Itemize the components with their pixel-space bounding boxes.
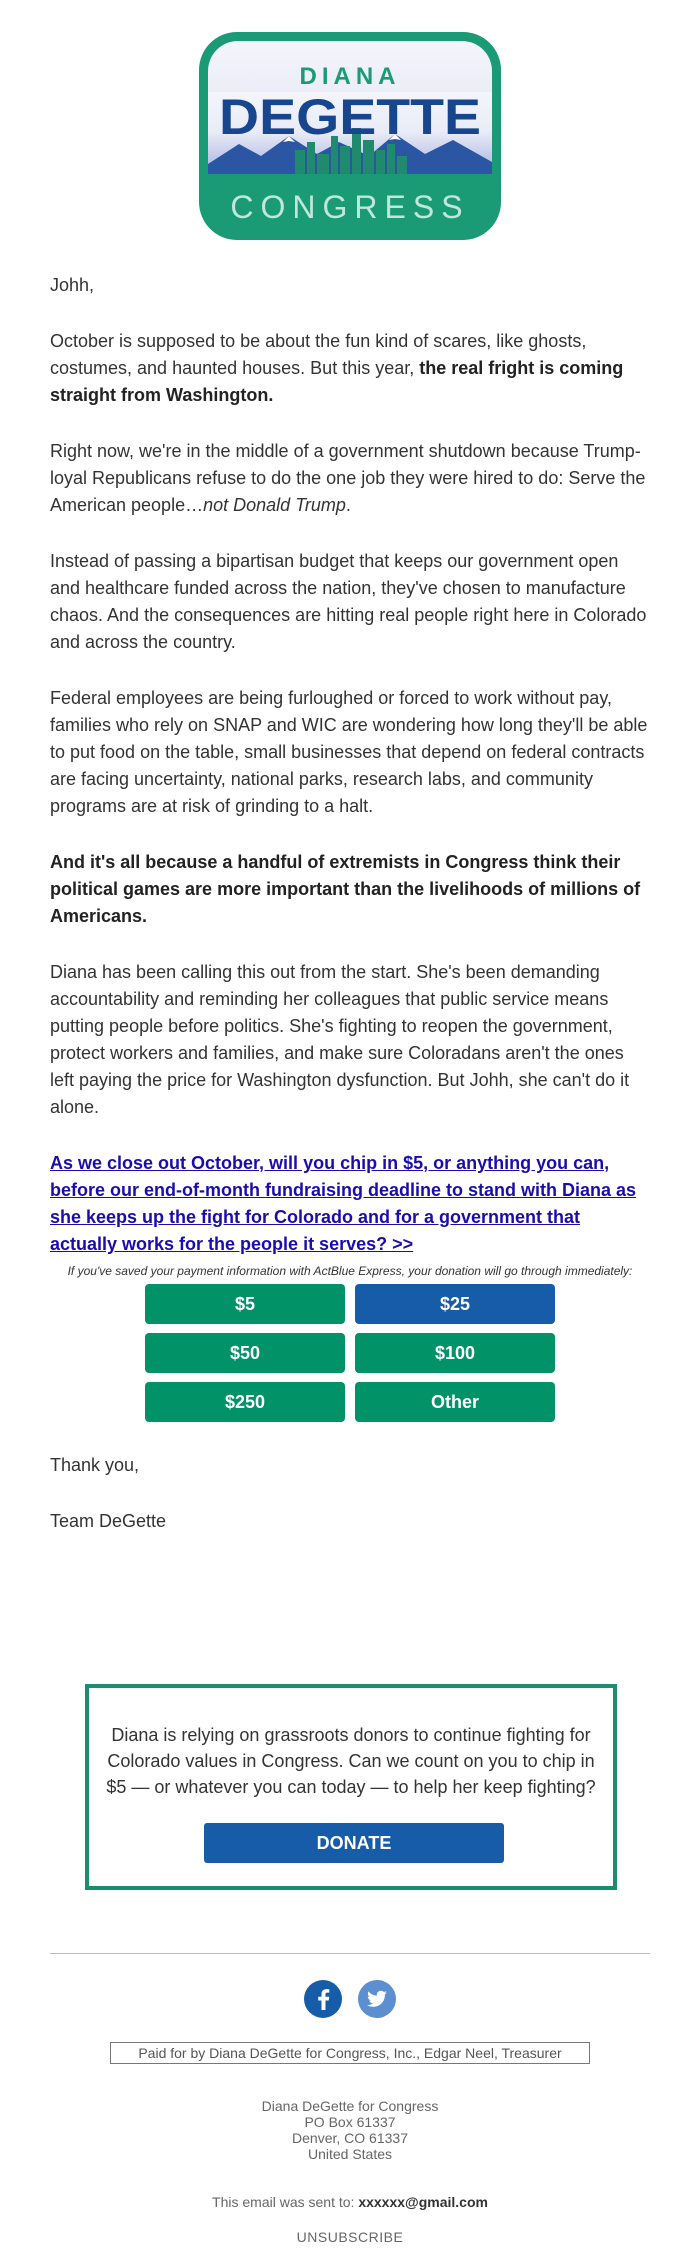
address-line: United States [307, 2146, 393, 2162]
address-line: Denver, CO 61337 [292, 2130, 408, 2146]
sent-to-label: This email was sent to: [212, 2194, 359, 2210]
donate-250-button[interactable]: $250 [145, 1382, 345, 1422]
sent-to-line [0, 2194, 700, 2210]
paid-for-disclaimer: Paid for by Diana DeGette for Congress, Inc., Edgar Neel, Treasurer [110, 2042, 590, 2064]
paragraph-1-text: October is supposed to be about the fun kind of scares, like ghosts, costumes, and haunted houses. But this year, [50, 331, 587, 378]
paragraph-4: Federal employees are being furloughed or forced to work without pay, families who rely on SNAP and WIC are wondering how long they'll be able to put food on the table, small businesses that depend on federal contracts are facing uncertainty, national parks, research labs, and community programs are at risk of grinding to a halt. [50, 688, 648, 816]
twitter-icon[interactable] [358, 1980, 396, 2018]
paragraph-1 [50, 328, 650, 409]
mailing-address [0, 2098, 700, 2162]
greeting: Johh, [50, 275, 95, 295]
address-line: Diana DeGette for Congress [261, 2098, 439, 2114]
paragraph-1-emphasis: the real fright is coming straight from Washington. [50, 358, 624, 405]
donate-100-button[interactable]: $100 [355, 1333, 555, 1373]
paragraph-6: Diana has been calling this out from the start. She's been demanding accountability and reminding her colleagues that public service means putting people before politics. She's fighting to reopen the government, protect workers and families, and make sure Coloradans aren't the ones left paying the price for Washington dysfunction. But Johh, she can't do it alone. [50, 962, 630, 1117]
unsubscribe-link[interactable]: UNSUBSCRIBE [296, 2229, 404, 2245]
footer-divider [50, 1953, 650, 1954]
logo-office: CONGRESS [230, 189, 470, 225]
logo [199, 32, 501, 240]
donate-callout-box [85, 1684, 617, 1890]
facebook-icon[interactable] [304, 1980, 342, 2018]
paragraph-2-italic: not Donald Trump [203, 495, 346, 515]
paragraph-2-end: . [345, 495, 351, 515]
callout-text: Diana is relying on grassroots donors to continue fighting for Colorado values in Congress. Can we count on you to chip in $5 — or whatever you can today — to help her keep fighting? [106, 1725, 596, 1797]
donate-cta-link[interactable]: As we close out October, will you chip in $5, or anything you can, before our end-of-month fundraising deadline to stand with Diana as she keeps up the fight for Colorado and for a government that actually works for the people it serves? >> [50, 1153, 637, 1254]
donate-5-button[interactable]: $5 [145, 1284, 345, 1324]
paragraph-5: And it's all because a handful of extremists in Congress think their political games are more important than the livelihoods of millions of Americans. [50, 852, 641, 926]
signoff-team: Team DeGette [50, 1511, 167, 1531]
logo-first-name: DIANA [299, 63, 401, 90]
paragraph-2-text: Right now, we're in the middle of a government shutdown because Trump-loyal Republicans refuse to do the one job they were hired to do: Serve the American people… [50, 441, 646, 515]
logo-last-name: DEGETTE [219, 89, 481, 145]
donate-button[interactable]: DONATE [204, 1823, 504, 1863]
donate-other-button[interactable]: Other [355, 1382, 555, 1422]
donate-25-button[interactable]: $25 [355, 1284, 555, 1324]
actblue-note: If you've saved your payment information with ActBlue Express, your donation will go through immediately: [67, 1264, 633, 1278]
address-line: PO Box 61337 [304, 2114, 396, 2130]
donate-50-button[interactable]: $50 [145, 1333, 345, 1373]
email-body [50, 272, 650, 1258]
signoff-thanks: Thank you, [50, 1455, 140, 1475]
paragraph-2 [50, 438, 650, 519]
sent-to-email: xxxxxx@gmail.com [358, 2194, 488, 2210]
paragraph-3: Instead of passing a bipartisan budget that keeps our government open and healthcare funded across the nation, they've chosen to manufacture chaos. And the consequences are hitting real people right here in Colorado and across the country. [50, 551, 647, 652]
